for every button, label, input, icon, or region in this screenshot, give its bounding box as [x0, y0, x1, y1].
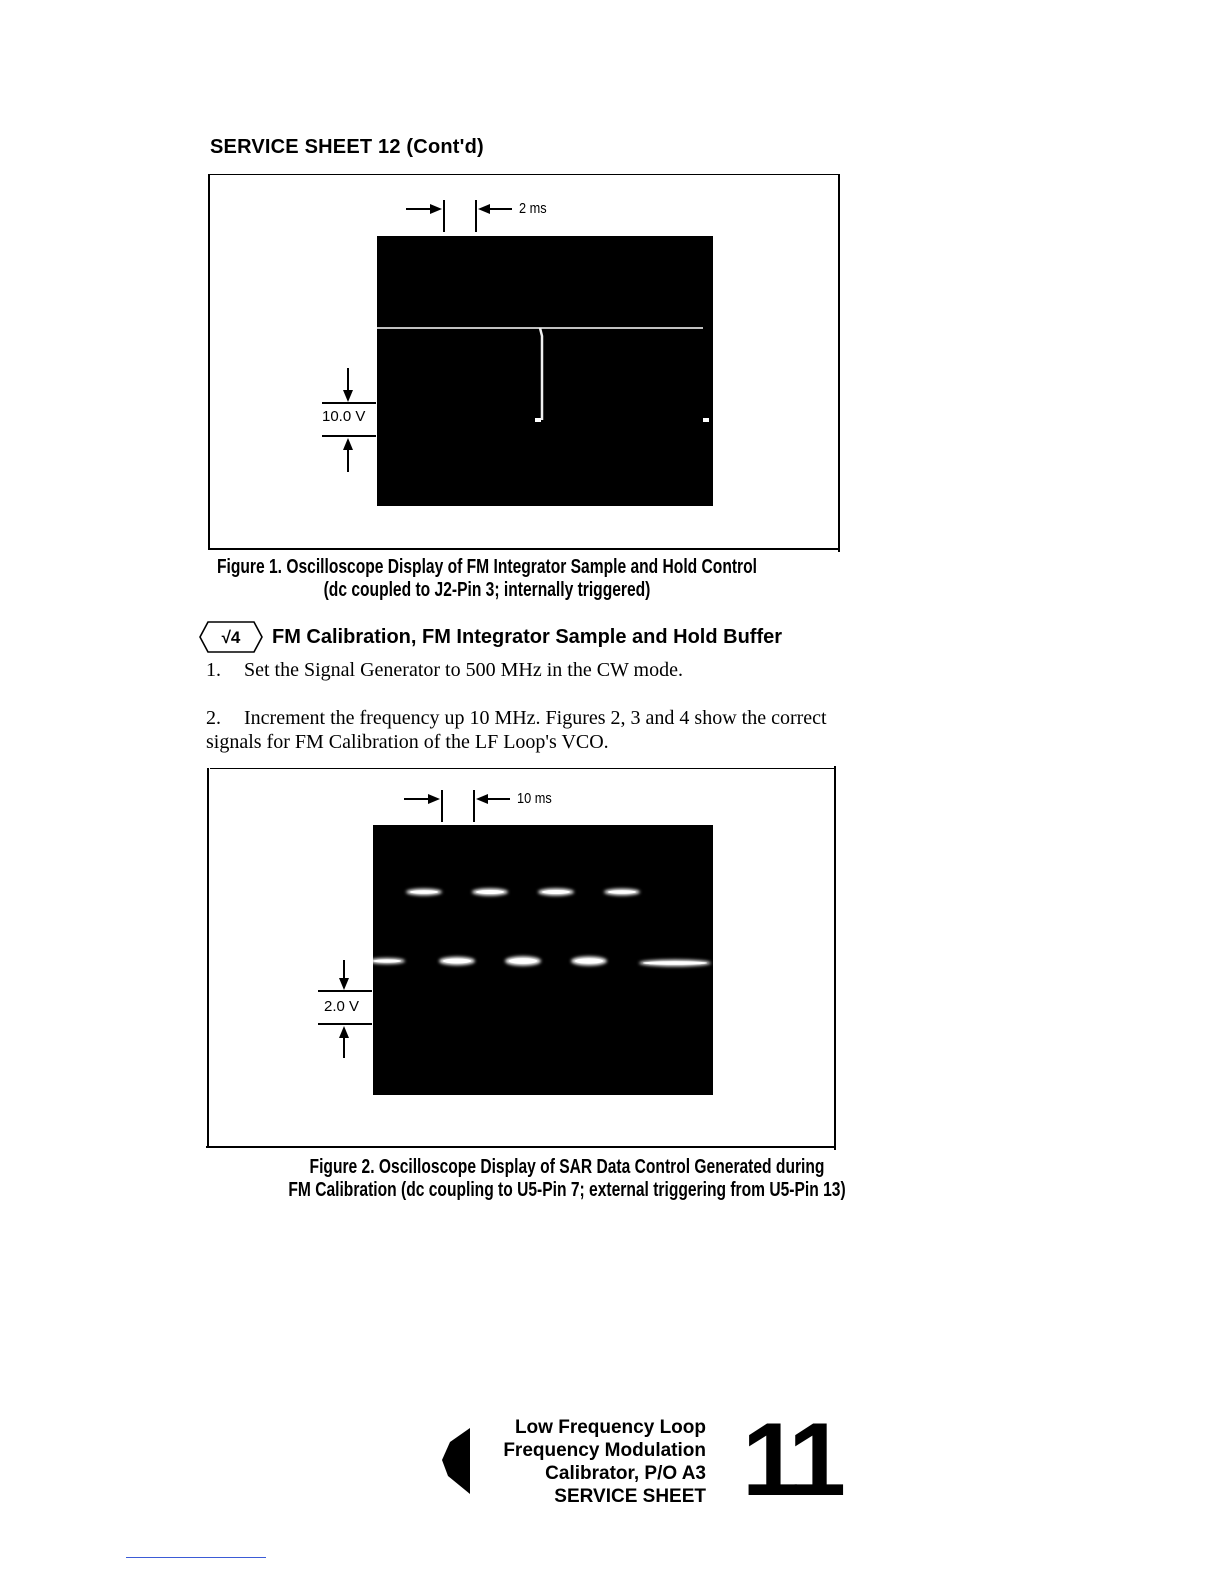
figure-1-right-rule — [838, 174, 840, 552]
check-badge-label: √4 — [221, 628, 241, 647]
step-2 — [206, 706, 846, 754]
service-sheet-number: 11 — [742, 1402, 840, 1518]
figure-1-caption-line1: Figure 1. Oscilloscope Display of FM Integrator Sample and Hold Control — [216, 556, 758, 578]
procedure-heading — [198, 620, 782, 654]
figure-1-trace — [377, 236, 713, 506]
step-1-number: 1. — [206, 659, 221, 681]
figure-1-time-label: 2 ms — [519, 200, 547, 217]
footer-line1: Low Frequency Loop — [514, 1417, 706, 1438]
footer — [440, 1402, 840, 1518]
figure-2-volt-label: 2.0 V — [324, 998, 360, 1015]
sheet-header: SERVICE SHEET 12 (Cont'd) — [210, 136, 484, 158]
figure-1-time-marker — [404, 196, 524, 236]
figure-1-caption-line2: (dc coupled to J2-Pin 3; internally triggered) — [323, 579, 651, 601]
check-badge-icon — [198, 620, 264, 654]
figure-2-time-label: 10 ms — [517, 790, 552, 807]
step-1-text: Set the Signal Generator to 500 MHz in the CW mode. — [244, 659, 683, 681]
step-2-text: Increment the frequency up 10 MHz. Figures 2, 3 and 4 show the correct signals for FM Calibration of the LF Loop's VCO. — [206, 707, 827, 753]
footer-line4: SERVICE SHEET — [554, 1486, 706, 1507]
back-arrow-icon — [440, 1426, 474, 1496]
figure-1-top-rule — [210, 174, 840, 175]
figure-2-caption — [158, 1156, 977, 1202]
service-sheet-reference — [503, 1416, 706, 1508]
step-1 — [206, 658, 846, 682]
bottom-rule — [126, 1557, 266, 1558]
procedure-title: FM Calibration, FM Integrator Sample and Hold Buffer — [272, 625, 783, 648]
figure-1-scope-screen — [377, 236, 713, 506]
figure-1-bottom-rule — [208, 548, 840, 550]
figure-1 — [208, 172, 842, 552]
figure-2-left-rule — [207, 768, 209, 1148]
figure-2-caption-line1: Figure 2. Oscilloscope Display of SAR Data Control Generated during — [309, 1156, 825, 1178]
figure-2-caption-line2: FM Calibration (dc coupling to U5-Pin 7; external triggering from U5-Pin 13) — [288, 1179, 846, 1201]
figure-2 — [206, 764, 840, 1150]
figure-2-scope-screen — [373, 825, 713, 1095]
figure-2-right-rule — [834, 766, 836, 1150]
figure-2-top-rule — [210, 768, 836, 769]
footer-line3: Calibrator, P/O A3 — [545, 1463, 706, 1484]
figure-2-bottom-rule — [206, 1146, 836, 1148]
figure-2-trace — [373, 825, 713, 1095]
figure-1-caption — [136, 556, 838, 602]
figure-1-left-rule — [208, 174, 210, 550]
figure-1-volt-label: 10.0 V — [322, 408, 366, 425]
step-2-number: 2. — [206, 707, 221, 729]
footer-line2: Frequency Modulation — [503, 1440, 706, 1461]
figure-2-time-marker — [402, 786, 522, 826]
